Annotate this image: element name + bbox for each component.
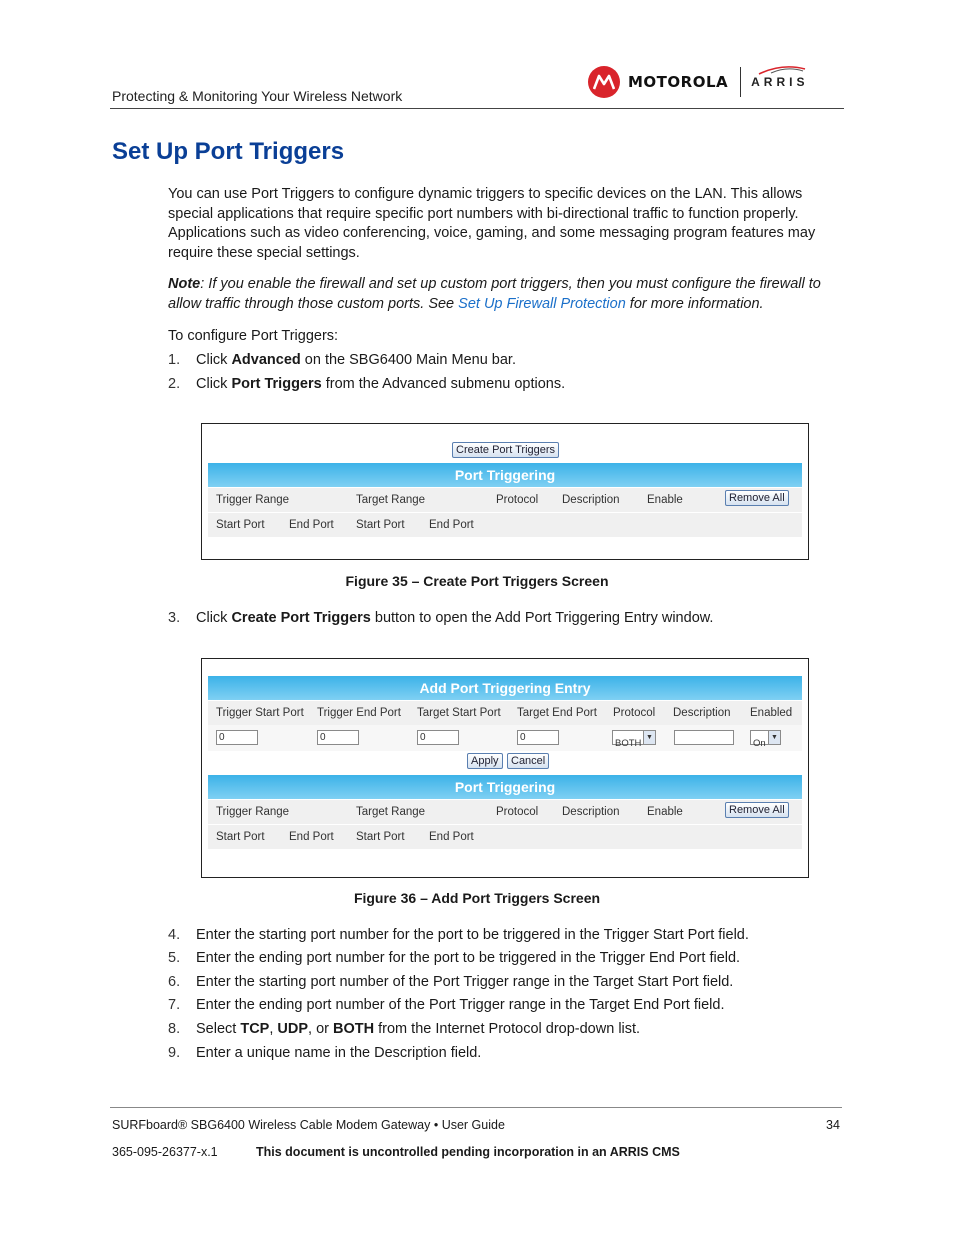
step-7: 7. Enter the ending port number of the Port Trigger range in the Target End Port field. <box>168 997 725 1013</box>
step-6: 6. Enter the starting port number of the Port Trigger range in the Target Start Port field. <box>168 974 734 990</box>
header-rule <box>110 108 844 109</box>
footer-doc-number: 365-095-26377-x.1 <box>112 1145 218 1159</box>
subheader-row: Start Port End Port Start Port End Port <box>208 825 802 849</box>
step-9: 9. Enter a unique name in the Description field. <box>168 1045 482 1061</box>
note-label: Note <box>168 276 201 292</box>
running-header: Protecting & Monitoring Your Wireless Network <box>112 88 403 104</box>
target-end-port-input[interactable]: 0 <box>517 730 559 745</box>
step-8: 8. Select TCP, UDP, or BOTH from the Internet Protocol drop-down list. <box>168 1021 641 1037</box>
port-triggering-bar: Port Triggering <box>208 775 802 799</box>
enabled-select[interactable]: On ▼ <box>750 730 781 745</box>
trigger-end-port-input[interactable]: 0 <box>317 730 359 745</box>
arris-swoosh-icon <box>757 65 807 75</box>
configure-intro: To configure Port Triggers: <box>168 328 339 344</box>
footer-rule <box>110 1107 842 1108</box>
port-triggering-bar: Port Triggering <box>208 463 802 487</box>
motorola-wordmark: MOTOROLA <box>628 73 729 91</box>
trigger-start-port-input[interactable]: 0 <box>216 730 258 745</box>
column-header-row: Trigger Range Target Range Protocol Description Enable Remove All <box>208 488 802 512</box>
firewall-link[interactable]: Set Up Firewall Protection <box>458 295 626 312</box>
cancel-button[interactable]: Cancel <box>507 753 549 769</box>
entry-header-row: Trigger Start Port Trigger End Port Target Start Port Target End Port Protocol Description Enabled <box>208 701 802 725</box>
brand-logos <box>588 64 808 100</box>
step-4: 4. Enter the starting port number for the port to be triggered in the Trigger Start Port field. <box>168 927 749 943</box>
page-number: 34 <box>826 1118 840 1132</box>
description-input[interactable] <box>674 730 734 745</box>
figure-35-screenshot <box>201 423 809 560</box>
footer-product: SURFboard® SBG6400 Wireless Cable Modem Gateway • User Guide <box>112 1118 505 1132</box>
column-header-row: Trigger Range Target Range Protocol Description Enable Remove All <box>208 800 802 824</box>
add-entry-bar: Add Port Triggering Entry <box>208 676 802 700</box>
step-5: 5. Enter the ending port number for the port to be triggered in the Trigger End Port field. <box>168 950 741 966</box>
step-3: 3. Click Create Port Triggers button to open the Add Port Triggering Entry window. <box>168 610 714 626</box>
logo-divider <box>740 67 741 97</box>
chevron-down-icon: ▼ <box>768 731 780 744</box>
step-1: 1. Click Advanced on the SBG6400 Main Menu bar. <box>168 352 516 368</box>
arris-wordmark: ARRIS <box>751 75 808 89</box>
motorola-logo-icon <box>588 66 620 98</box>
create-port-triggers-button[interactable]: Create Port Triggers <box>452 442 559 458</box>
footer-notice: This document is uncontrolled pending incorporation in an ARRIS CMS <box>256 1145 680 1159</box>
entry-input-row <box>208 725 802 751</box>
figure-35-caption: Figure 35 – Create Port Triggers Screen <box>345 573 609 589</box>
target-start-port-input[interactable]: 0 <box>417 730 459 745</box>
figure-36-caption: Figure 36 – Add Port Triggers Screen <box>353 890 601 906</box>
apply-button[interactable]: Apply <box>467 753 503 769</box>
chevron-down-icon: ▼ <box>643 731 655 744</box>
remove-all-button[interactable]: Remove All <box>725 490 789 506</box>
remove-all-button[interactable]: Remove All <box>725 802 789 818</box>
step-2: 2. Click Port Triggers from the Advanced submenu options. <box>168 376 566 392</box>
figure-36-screenshot <box>201 658 809 878</box>
intro-paragraph: You can use Port Triggers to configure dynamic triggers to specific devices on the LAN. This allows special applications that require specific port numbers with bi-directional traffic to function properly. Applications such as video conferencing, voice, gaming, and some messaging program features may require these special settings. <box>168 186 816 261</box>
note-paragraph: Note: If you enable the firewall and set up custom port triggers, then you must configure the firewall to allow traffic through those custom ports. See Set Up Firewall Protection for more information. <box>168 276 821 312</box>
page-title: Set Up Port Triggers <box>112 138 345 165</box>
subheader-row: Start Port End Port Start Port End Port <box>208 513 802 537</box>
protocol-select[interactable]: BOTH ▼ <box>612 730 656 745</box>
motorola-batwing-icon <box>593 74 615 90</box>
